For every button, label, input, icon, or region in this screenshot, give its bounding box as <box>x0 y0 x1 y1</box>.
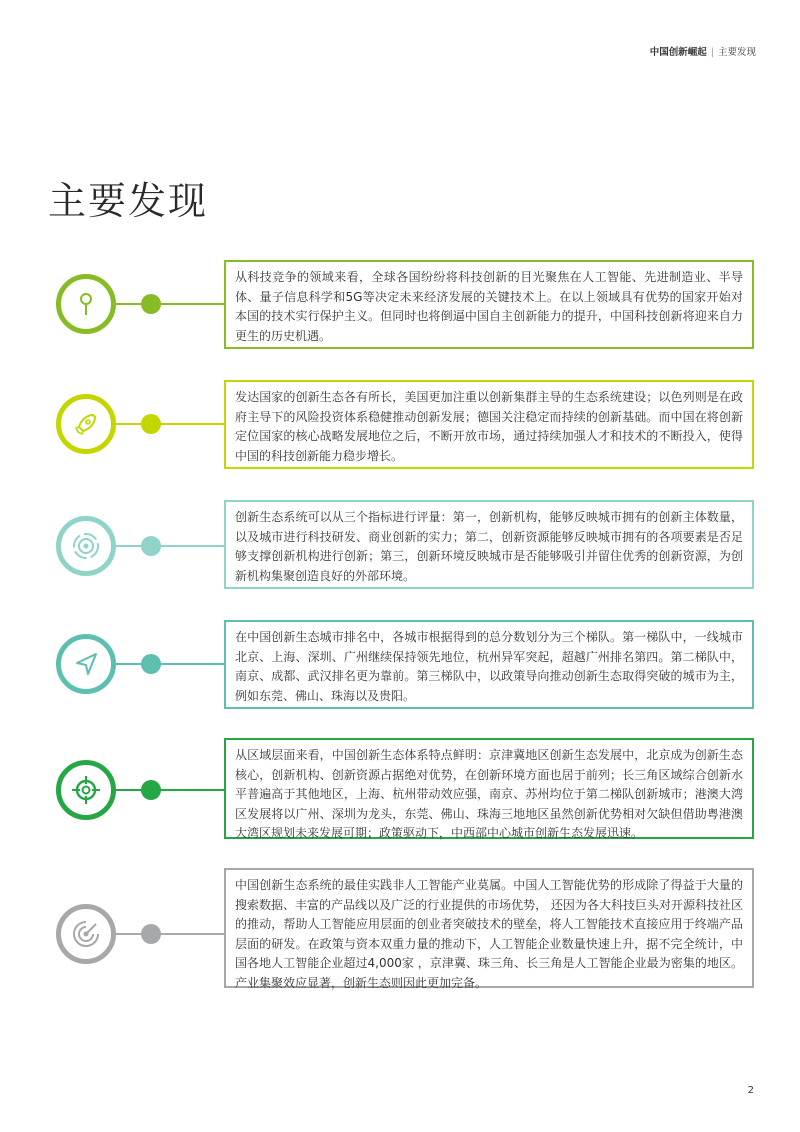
connector-line <box>116 303 224 305</box>
finding-dot <box>141 924 161 944</box>
finding-icon-ring <box>56 634 116 694</box>
finding-icon-ring <box>56 274 116 334</box>
finding-text: 中国创新生态系统的最佳实践非人工智能产业莫属。中国人工智能优势的形成除了得益于大量的搜索数据、丰富的产品线以及广泛的行业提供的市场优势， 还因为各大科技巨头对开源科技社区的推动，帮助人工智能应用层面的创业者突破技术的壁垒，将人工智能技术直接应用于终端产品层面的研发。在政策与资本双重力量的推动下，人工智能企业数量快速上升，据不完全统计，中国各地人工智能企业超过4,000家 ，京津冀、珠三角、长三角是人工智能企业最为密集的地区。产业集聚效应显著，创新生态则因此更加完备。 <box>224 868 754 988</box>
navigation-arrow-icon <box>69 647 103 681</box>
rocket-icon <box>69 407 103 441</box>
connector-line <box>116 545 224 547</box>
finding-icon-ring <box>56 516 116 576</box>
finding-text: 从区域层面来看，中国创新生态体系特点鲜明：京津冀地区创新生态发展中，北京成为创新生态核心，创新机构、创新资源占据绝对优势，在创新环境方面也居于前列；长三角区域综合创新水平普遍高于其他地区，上海、杭州带动效应强，南京、苏州均位于第二梯队创新城市；港澳大湾区发展将以广州、深圳为龙头，东莞、佛山、珠海三地地区虽然创新优势相对欠缺但借助粤港澳大湾区规划未来发展可期；政策驱动下，中西部中心城市创新生态发展迅速。 <box>224 738 754 839</box>
finding-dot <box>141 294 161 314</box>
running-header-title: 中国创新崛起 <box>649 47 707 58</box>
running-header-separator: | <box>710 47 714 58</box>
running-header <box>650 44 756 58</box>
finding-text: 在中国创新生态城市排名中，各城市根据得到的总分数划分为三个梯队。第一梯队中，一线城市北京、上海、深圳、广州继续保持领先地位，杭州异军突起，超越广州排名第四。第二梯队中，南京、成都、武汉排名更为靠前。第三梯队中，以政策导向推动创新生态取得突破的城市为主，例如东莞、佛山、珠海以及贵阳。 <box>224 620 754 709</box>
finding-icon-ring <box>56 904 116 964</box>
running-header-section: 主要发现 <box>717 47 756 58</box>
finding-dot <box>141 654 161 674</box>
finding-dot <box>141 414 161 434</box>
finding-icon-ring <box>56 394 116 454</box>
finding-text: 创新生态系统可以从三个指标进行评量：第一，创新机构，能够反映城市拥有的创新主体数量，以及城市进行科技研发、商业创新的实力；第二，创新资源能够反映城市拥有的各项要素是否足够支撑创新机构进行创新；第三，创新环境反映城市是否能够吸引并留住优秀的创新资源，为创新机构集聚创造良好的外部环境。 <box>224 500 754 589</box>
connector-line <box>116 789 224 791</box>
page-number: 2 <box>747 1085 754 1096</box>
finding-dot <box>141 780 161 800</box>
radar-icon <box>69 917 103 951</box>
location-pin-icon <box>69 287 103 321</box>
page-title: 主要发现 <box>48 179 209 223</box>
finding-icon-ring <box>56 760 116 820</box>
crosshair-icon <box>69 773 103 807</box>
finding-text: 发达国家的创新生态各有所长，美国更加注重以创新集群主导的生态系统建设；以色列则是在政府主导下的风险投资体系稳健推动创新发展；德国关注稳定而持续的创新基础。而中国在将创新定位国家的核心战略发展地位之后，不断开放市场，通过持续加强人才和技术的不断投入，使得中国的科技创新能力稳步增长。 <box>224 380 754 469</box>
connector-line <box>116 933 224 935</box>
finding-text: 从科技竞争的领域来看，全球各国纷纷将科技创新的目光聚焦在人工智能、先进制造业、半导体、量子信息科学和5G等决定未来经济发展的关键技术上。在以上领域具有优势的国家开始对本国的技术实行保护主义。但同时也将倒逼中国自主创新能力的提升，中国科技创新将迎来自力更生的历史机遇。 <box>224 260 754 349</box>
finding-dot <box>141 536 161 556</box>
connector-line <box>116 423 224 425</box>
target-circles-icon <box>69 529 103 563</box>
connector-line <box>116 663 224 665</box>
